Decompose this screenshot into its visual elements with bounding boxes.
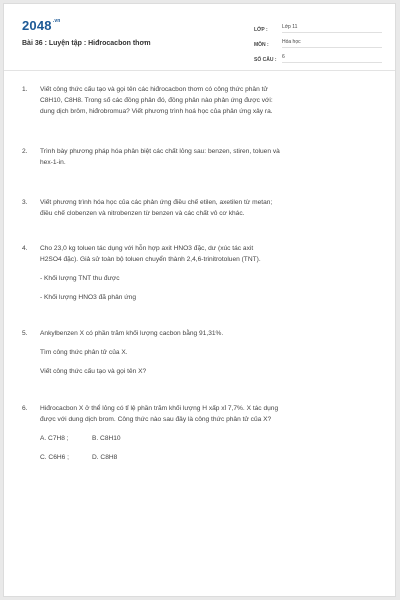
worksheet-meta bbox=[254, 18, 382, 63]
question-number: 5. bbox=[22, 330, 28, 337]
question-number: 4. bbox=[22, 245, 28, 252]
question-4 bbox=[22, 243, 377, 303]
answer-options-row bbox=[40, 452, 377, 463]
logo-text: 2048 bbox=[22, 18, 52, 33]
question-subitem: - Khối lượng HNO3 đã phản ứng bbox=[40, 294, 136, 301]
question-text: Viết công thức cấu tạo và gọi tên X? bbox=[40, 368, 147, 375]
logo-suffix: .vn bbox=[52, 18, 61, 24]
meta-label: SỐ CÂU : bbox=[254, 57, 277, 63]
meta-value: Lớp 11 bbox=[282, 24, 382, 33]
question-subitem: - Khối lượng TNT thu được bbox=[40, 275, 120, 282]
meta-label: LỚP : bbox=[254, 27, 268, 33]
answer-options-row bbox=[40, 433, 377, 444]
question-number: 6. bbox=[22, 405, 28, 412]
question-text: hex-1-in. bbox=[40, 159, 66, 166]
lesson-title: Bài 36 : Luyện tập : Hiđrocacbon thơm bbox=[22, 40, 151, 47]
question-text: Cho 23,0 kg toluen tác dụng với hỗn hợp axit HNO3 đặc, dư (xúc tác axit bbox=[40, 245, 254, 252]
question-text: Tìm công thức phân tử của X. bbox=[40, 349, 128, 356]
worksheet-header bbox=[4, 4, 395, 71]
question-number: 2. bbox=[22, 148, 28, 155]
question-number: 3. bbox=[22, 199, 28, 206]
answer-option-c[interactable]: C. C6H6 ; bbox=[40, 454, 69, 461]
question-1 bbox=[22, 84, 377, 117]
meta-row-subject bbox=[254, 33, 382, 48]
question-text: Ankylbenzen X có phần trăm khối lượng cacbon bằng 91,31%. bbox=[40, 330, 224, 337]
answer-option-a[interactable]: A. C7H8 ; bbox=[40, 435, 69, 442]
meta-label: MÔN : bbox=[254, 42, 269, 48]
meta-value: Hóa học bbox=[282, 39, 382, 48]
worksheet-page bbox=[3, 3, 396, 597]
question-text: dung dịch brôm, hiđrobromua? Viết phương trình hoá học của phản ứng xảy ra. bbox=[40, 108, 273, 115]
question-2 bbox=[22, 146, 377, 168]
question-text: Viết công thức cấu tạo và gọi tên các hiđrocacbon thơm có công thức phân tử bbox=[40, 86, 268, 93]
meta-row-class bbox=[254, 18, 382, 33]
meta-value: 6 bbox=[282, 54, 382, 63]
question-text: được với dung dịch brom. Công thức nào sau đây là công thức phân tử của X? bbox=[40, 416, 272, 423]
question-6 bbox=[22, 403, 377, 463]
answer-option-b[interactable]: B. C8H10 bbox=[92, 435, 121, 442]
question-3 bbox=[22, 197, 377, 219]
meta-row-question-count bbox=[254, 48, 382, 63]
question-text: C8H10, C8H8. Trong số các đồng phân đó, đồng phân nào phản ứng được với: bbox=[40, 97, 273, 104]
question-number: 1. bbox=[22, 86, 28, 93]
answer-option-d[interactable]: D. C8H8 bbox=[92, 454, 118, 461]
question-5 bbox=[22, 328, 377, 377]
site-logo[interactable] bbox=[22, 18, 61, 33]
question-text: Trình bày phương pháp hóa phân biệt các chất lỏng sau: benzen, stiren, toluen và bbox=[40, 148, 280, 155]
question-text: H2SO4 đặc). Giả sử toàn bộ toluen chuyển thành 2,4,6-trinitrotoluen (TNT). bbox=[40, 256, 261, 263]
question-text: Hiđrocacbon X ở thể lỏng có tỉ lệ phần trăm khối lượng H xấp xỉ 7,7%. X tác dụng bbox=[40, 405, 279, 412]
question-text: Viết phương trình hóa học của các phản ứng điều chế etilen, axetilen từ metan; bbox=[40, 199, 273, 206]
question-text: điều chế clobenzen và nitrobenzen từ benzen và các chất vô cơ khác. bbox=[40, 210, 245, 217]
